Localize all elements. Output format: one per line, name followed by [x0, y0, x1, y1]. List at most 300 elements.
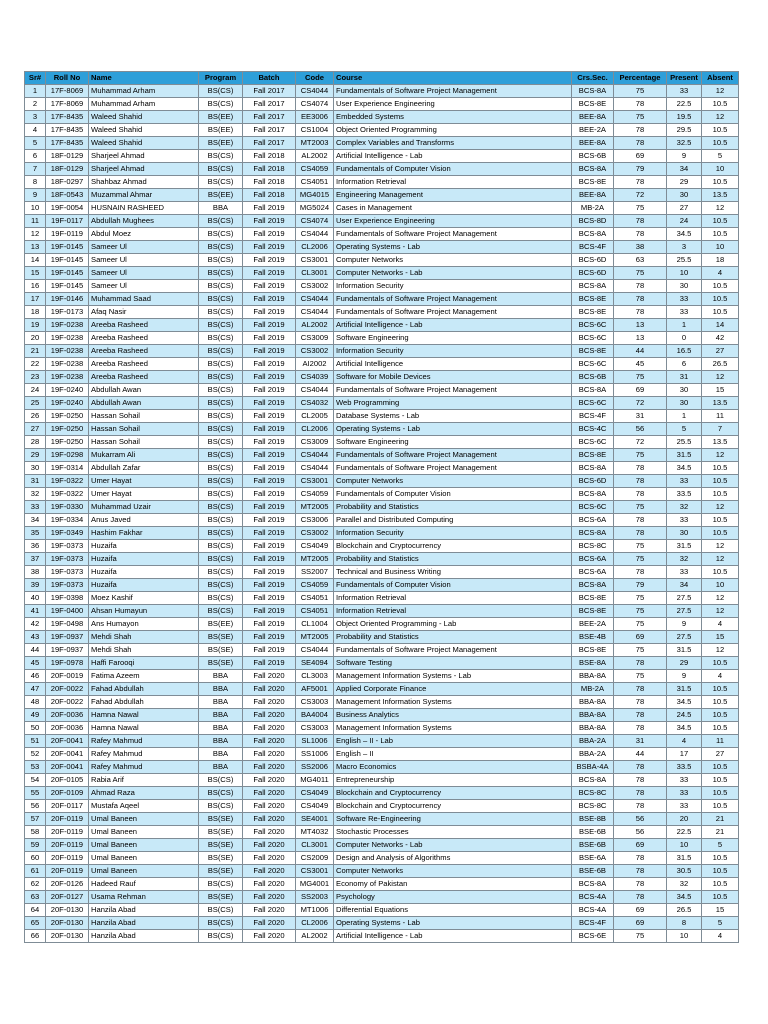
cell-crs-sec[interactable]: BEE-2A	[572, 124, 614, 137]
cell-program[interactable]: BS(CS)	[199, 293, 243, 306]
cell-percentage[interactable]: 75	[614, 644, 667, 657]
cell-batch[interactable]: Fall 2019	[243, 371, 296, 384]
cell-present[interactable]: 1	[667, 410, 702, 423]
cell-crs-sec[interactable]: BCS-6B	[572, 371, 614, 384]
cell-program[interactable]: BBA	[199, 683, 243, 696]
cell-program[interactable]: BS(SE)	[199, 852, 243, 865]
cell-batch[interactable]: Fall 2019	[243, 657, 296, 670]
cell-roll-no[interactable]: 19F-0238	[46, 345, 89, 358]
cell-crs-sec[interactable]: BBA-8A	[572, 670, 614, 683]
cell-present[interactable]: 29	[667, 657, 702, 670]
cell-code[interactable]: CS4049	[296, 787, 334, 800]
cell-present[interactable]: 26.5	[667, 904, 702, 917]
cell-absent[interactable]: 10.5	[702, 475, 739, 488]
cell-present[interactable]: 30	[667, 189, 702, 202]
cell-roll-no[interactable]: 19F-0373	[46, 540, 89, 553]
cell-sr[interactable]: 50	[25, 722, 46, 735]
cell-program[interactable]: BS(CS)	[199, 85, 243, 98]
cell-name[interactable]: Hassan Sohail	[89, 410, 199, 423]
cell-roll-no[interactable]: 20F-0119	[46, 813, 89, 826]
cell-present[interactable]: 27.5	[667, 631, 702, 644]
cell-code[interactable]: CS3009	[296, 436, 334, 449]
cell-present[interactable]: 33	[667, 800, 702, 813]
cell-code[interactable]: CS4044	[296, 228, 334, 241]
cell-code[interactable]: CS4049	[296, 800, 334, 813]
cell-code[interactable]: SE4094	[296, 657, 334, 670]
cell-roll-no[interactable]: 20F-0022	[46, 696, 89, 709]
cell-code[interactable]: CS4074	[296, 98, 334, 111]
cell-percentage[interactable]: 78	[614, 852, 667, 865]
cell-program[interactable]: BS(CS)	[199, 774, 243, 787]
cell-batch[interactable]: Fall 2017	[243, 98, 296, 111]
cell-crs-sec[interactable]: BCS-6B	[572, 150, 614, 163]
cell-program[interactable]: BS(CS)	[199, 176, 243, 189]
cell-batch[interactable]: Fall 2019	[243, 566, 296, 579]
cell-program[interactable]: BS(CS)	[199, 501, 243, 514]
col-header-present[interactable]: Present	[667, 72, 702, 85]
cell-percentage[interactable]: 78	[614, 306, 667, 319]
cell-absent[interactable]: 10.5	[702, 527, 739, 540]
cell-code[interactable]: CS4039	[296, 371, 334, 384]
cell-code[interactable]: CS4044	[296, 644, 334, 657]
cell-course[interactable]: Operating Systems - Lab	[334, 917, 572, 930]
cell-sr[interactable]: 39	[25, 579, 46, 592]
cell-batch[interactable]: Fall 2019	[243, 514, 296, 527]
cell-percentage[interactable]: 75	[614, 592, 667, 605]
cell-code[interactable]: MT2005	[296, 631, 334, 644]
cell-name[interactable]: Sameer Ul	[89, 254, 199, 267]
cell-crs-sec[interactable]: BCS-8E	[572, 293, 614, 306]
cell-present[interactable]: 29.5	[667, 124, 702, 137]
cell-course[interactable]: Differential Equations	[334, 904, 572, 917]
cell-course[interactable]: Fundamentals of Software Project Management	[334, 293, 572, 306]
cell-name[interactable]: Sameer Ul	[89, 267, 199, 280]
cell-program[interactable]: BS(CS)	[199, 423, 243, 436]
cell-name[interactable]: Umer Hayat	[89, 475, 199, 488]
cell-batch[interactable]: Fall 2019	[243, 488, 296, 501]
cell-name[interactable]: Hashim Fakhar	[89, 527, 199, 540]
cell-sr[interactable]: 55	[25, 787, 46, 800]
cell-batch[interactable]: Fall 2020	[243, 878, 296, 891]
cell-course[interactable]: Blockchain and Cryptocurrency	[334, 800, 572, 813]
cell-sr[interactable]: 26	[25, 410, 46, 423]
cell-sr[interactable]: 54	[25, 774, 46, 787]
cell-program[interactable]: BS(CS)	[199, 150, 243, 163]
cell-roll-no[interactable]: 19F-0117	[46, 215, 89, 228]
cell-course[interactable]: Software for Mobile Devices	[334, 371, 572, 384]
cell-percentage[interactable]: 78	[614, 696, 667, 709]
cell-roll-no[interactable]: 19F-0298	[46, 449, 89, 462]
cell-percentage[interactable]: 44	[614, 748, 667, 761]
cell-code[interactable]: MT2005	[296, 501, 334, 514]
cell-absent[interactable]: 13.5	[702, 436, 739, 449]
cell-name[interactable]: Ans Humayon	[89, 618, 199, 631]
cell-percentage[interactable]: 78	[614, 527, 667, 540]
cell-present[interactable]: 4	[667, 735, 702, 748]
cell-course[interactable]: Artificial Intelligence - Lab	[334, 150, 572, 163]
cell-batch[interactable]: Fall 2019	[243, 579, 296, 592]
cell-present[interactable]: 9	[667, 618, 702, 631]
cell-code[interactable]: CS4049	[296, 540, 334, 553]
cell-course[interactable]: Computer Networks	[334, 865, 572, 878]
cell-name[interactable]: Mukarram Ali	[89, 449, 199, 462]
cell-name[interactable]: Shahbaz Ahmad	[89, 176, 199, 189]
cell-program[interactable]: BBA	[199, 722, 243, 735]
cell-course[interactable]: Probability and Statistics	[334, 631, 572, 644]
cell-sr[interactable]: 29	[25, 449, 46, 462]
cell-sr[interactable]: 38	[25, 566, 46, 579]
cell-sr[interactable]: 48	[25, 696, 46, 709]
cell-roll-no[interactable]: 17F-8435	[46, 111, 89, 124]
cell-sr[interactable]: 66	[25, 930, 46, 943]
cell-code[interactable]: SS1006	[296, 748, 334, 761]
cell-batch[interactable]: Fall 2019	[243, 423, 296, 436]
cell-sr[interactable]: 25	[25, 397, 46, 410]
cell-sr[interactable]: 15	[25, 267, 46, 280]
cell-present[interactable]: 9	[667, 670, 702, 683]
cell-code[interactable]: CS3009	[296, 332, 334, 345]
cell-absent[interactable]: 4	[702, 267, 739, 280]
cell-program[interactable]: BS(EE)	[199, 137, 243, 150]
cell-crs-sec[interactable]: BCS-8A	[572, 579, 614, 592]
cell-batch[interactable]: Fall 2020	[243, 930, 296, 943]
cell-course[interactable]: Design and Analysis of Algorithms	[334, 852, 572, 865]
cell-absent[interactable]: 10.5	[702, 514, 739, 527]
cell-batch[interactable]: Fall 2019	[243, 618, 296, 631]
cell-code[interactable]: SE4001	[296, 813, 334, 826]
cell-present[interactable]: 0	[667, 332, 702, 345]
cell-name[interactable]: Umal Baneen	[89, 813, 199, 826]
cell-name[interactable]: Areeba Rasheed	[89, 358, 199, 371]
cell-crs-sec[interactable]: BCS-6D	[572, 254, 614, 267]
cell-batch[interactable]: Fall 2019	[243, 254, 296, 267]
cell-crs-sec[interactable]: BBA-2A	[572, 735, 614, 748]
cell-roll-no[interactable]: 20F-0119	[46, 826, 89, 839]
cell-course[interactable]: Fundamentals of Computer Vision	[334, 488, 572, 501]
cell-percentage[interactable]: 79	[614, 163, 667, 176]
cell-program[interactable]: BS(CS)	[199, 475, 243, 488]
cell-present[interactable]: 33	[667, 85, 702, 98]
cell-sr[interactable]: 52	[25, 748, 46, 761]
cell-sr[interactable]: 33	[25, 501, 46, 514]
cell-sr[interactable]: 6	[25, 150, 46, 163]
cell-sr[interactable]: 12	[25, 228, 46, 241]
cell-roll-no[interactable]: 19F-0054	[46, 202, 89, 215]
cell-crs-sec[interactable]: BCS-8E	[572, 644, 614, 657]
cell-name[interactable]: Fahad Abdullah	[89, 683, 199, 696]
cell-program[interactable]: BS(SE)	[199, 839, 243, 852]
cell-present[interactable]: 30	[667, 280, 702, 293]
cell-roll-no[interactable]: 19F-0322	[46, 488, 89, 501]
cell-crs-sec[interactable]: BCS-8E	[572, 98, 614, 111]
cell-code[interactable]: CL2006	[296, 917, 334, 930]
cell-sr[interactable]: 62	[25, 878, 46, 891]
cell-roll-no[interactable]: 19F-0373	[46, 553, 89, 566]
cell-code[interactable]: CS4059	[296, 579, 334, 592]
cell-present[interactable]: 22.5	[667, 98, 702, 111]
cell-code[interactable]: CS4044	[296, 449, 334, 462]
cell-name[interactable]: Hassan Sohail	[89, 436, 199, 449]
cell-code[interactable]: CL2006	[296, 241, 334, 254]
cell-roll-no[interactable]: 19F-0238	[46, 371, 89, 384]
cell-present[interactable]: 10	[667, 267, 702, 280]
cell-roll-no[interactable]: 19F-0240	[46, 397, 89, 410]
cell-sr[interactable]: 4	[25, 124, 46, 137]
cell-present[interactable]: 31.5	[667, 683, 702, 696]
cell-sr[interactable]: 44	[25, 644, 46, 657]
cell-present[interactable]: 31.5	[667, 644, 702, 657]
cell-percentage[interactable]: 69	[614, 904, 667, 917]
cell-absent[interactable]: 10.5	[702, 865, 739, 878]
cell-roll-no[interactable]: 19F-0373	[46, 579, 89, 592]
cell-sr[interactable]: 40	[25, 592, 46, 605]
cell-batch[interactable]: Fall 2019	[243, 527, 296, 540]
cell-percentage[interactable]: 78	[614, 800, 667, 813]
cell-sr[interactable]: 18	[25, 306, 46, 319]
cell-course[interactable]: Artificial Intelligence	[334, 358, 572, 371]
cell-absent[interactable]: 10.5	[702, 124, 739, 137]
cell-crs-sec[interactable]: BCS-6C	[572, 319, 614, 332]
cell-sr[interactable]: 53	[25, 761, 46, 774]
cell-crs-sec[interactable]: BCS-8C	[572, 800, 614, 813]
cell-batch[interactable]: Fall 2020	[243, 800, 296, 813]
cell-program[interactable]: BBA	[199, 709, 243, 722]
cell-name[interactable]: Fahad Abdullah	[89, 696, 199, 709]
cell-absent[interactable]: 5	[702, 150, 739, 163]
cell-program[interactable]: BS(CS)	[199, 358, 243, 371]
cell-batch[interactable]: Fall 2019	[243, 605, 296, 618]
cell-name[interactable]: Hamna Nawal	[89, 709, 199, 722]
cell-percentage[interactable]: 78	[614, 488, 667, 501]
cell-crs-sec[interactable]: BSE-6A	[572, 852, 614, 865]
cell-roll-no[interactable]: 20F-0130	[46, 917, 89, 930]
col-header-sr[interactable]: Sr#	[25, 72, 46, 85]
cell-percentage[interactable]: 75	[614, 202, 667, 215]
cell-program[interactable]: BS(CS)	[199, 215, 243, 228]
cell-code[interactable]: CS4032	[296, 397, 334, 410]
cell-sr[interactable]: 13	[25, 241, 46, 254]
cell-batch[interactable]: Fall 2020	[243, 761, 296, 774]
cell-name[interactable]: Rabia Arif	[89, 774, 199, 787]
cell-absent[interactable]: 10.5	[702, 306, 739, 319]
cell-percentage[interactable]: 79	[614, 579, 667, 592]
cell-absent[interactable]: 10.5	[702, 683, 739, 696]
cell-roll-no[interactable]: 19F-0250	[46, 410, 89, 423]
cell-absent[interactable]: 21	[702, 826, 739, 839]
cell-absent[interactable]: 12	[702, 605, 739, 618]
cell-percentage[interactable]: 78	[614, 566, 667, 579]
cell-present[interactable]: 31.5	[667, 449, 702, 462]
cell-crs-sec[interactable]: BCS-8D	[572, 215, 614, 228]
cell-sr[interactable]: 41	[25, 605, 46, 618]
cell-percentage[interactable]: 69	[614, 150, 667, 163]
cell-present[interactable]: 27.5	[667, 605, 702, 618]
cell-absent[interactable]: 12	[702, 592, 739, 605]
cell-absent[interactable]: 4	[702, 930, 739, 943]
cell-roll-no[interactable]: 17F-8435	[46, 124, 89, 137]
cell-batch[interactable]: Fall 2019	[243, 540, 296, 553]
cell-course[interactable]: Fundamentals of Software Project Management	[334, 644, 572, 657]
cell-name[interactable]: Waleed Shahid	[89, 137, 199, 150]
cell-name[interactable]: Umal Baneen	[89, 852, 199, 865]
cell-course[interactable]: Fundamentals of Software Project Management	[334, 449, 572, 462]
cell-program[interactable]: BS(CS)	[199, 410, 243, 423]
cell-present[interactable]: 30.5	[667, 865, 702, 878]
cell-sr[interactable]: 3	[25, 111, 46, 124]
cell-percentage[interactable]: 78	[614, 709, 667, 722]
cell-present[interactable]: 34.5	[667, 462, 702, 475]
cell-roll-no[interactable]: 20F-0130	[46, 930, 89, 943]
cell-batch[interactable]: Fall 2019	[243, 449, 296, 462]
cell-batch[interactable]: Fall 2019	[243, 631, 296, 644]
cell-crs-sec[interactable]: BCS-8A	[572, 774, 614, 787]
cell-percentage[interactable]: 75	[614, 618, 667, 631]
cell-percentage[interactable]: 56	[614, 826, 667, 839]
cell-course[interactable]: Database Systems - Lab	[334, 410, 572, 423]
cell-roll-no[interactable]: 18F-0129	[46, 163, 89, 176]
cell-code[interactable]: MG4001	[296, 878, 334, 891]
cell-percentage[interactable]: 78	[614, 293, 667, 306]
cell-percentage[interactable]: 78	[614, 774, 667, 787]
cell-percentage[interactable]: 69	[614, 384, 667, 397]
cell-program[interactable]: BS(CS)	[199, 280, 243, 293]
cell-roll-no[interactable]: 19F-0937	[46, 644, 89, 657]
cell-crs-sec[interactable]: BBA-8A	[572, 696, 614, 709]
cell-present[interactable]: 27	[667, 202, 702, 215]
cell-name[interactable]: Waleed Shahid	[89, 124, 199, 137]
cell-batch[interactable]: Fall 2018	[243, 150, 296, 163]
cell-crs-sec[interactable]: BCS-8A	[572, 163, 614, 176]
cell-batch[interactable]: Fall 2020	[243, 774, 296, 787]
cell-course[interactable]: Blockchain and Cryptocurrency	[334, 540, 572, 553]
cell-absent[interactable]: 10	[702, 163, 739, 176]
cell-sr[interactable]: 49	[25, 709, 46, 722]
cell-sr[interactable]: 17	[25, 293, 46, 306]
cell-batch[interactable]: Fall 2020	[243, 709, 296, 722]
cell-crs-sec[interactable]: BCS-4F	[572, 410, 614, 423]
cell-code[interactable]: CS3001	[296, 254, 334, 267]
cell-name[interactable]: Abdullah Zafar	[89, 462, 199, 475]
cell-program[interactable]: BS(CS)	[199, 579, 243, 592]
cell-absent[interactable]: 13.5	[702, 397, 739, 410]
cell-code[interactable]: MG5024	[296, 202, 334, 215]
cell-crs-sec[interactable]: BCS-8E	[572, 345, 614, 358]
cell-course[interactable]: Object Oriented Programming	[334, 124, 572, 137]
cell-course[interactable]: Software Engineering	[334, 436, 572, 449]
cell-crs-sec[interactable]: BEE-8A	[572, 189, 614, 202]
cell-crs-sec[interactable]: BEE-8A	[572, 111, 614, 124]
cell-absent[interactable]: 10.5	[702, 852, 739, 865]
cell-sr[interactable]: 11	[25, 215, 46, 228]
cell-percentage[interactable]: 75	[614, 267, 667, 280]
cell-batch[interactable]: Fall 2019	[243, 267, 296, 280]
cell-absent[interactable]: 42	[702, 332, 739, 345]
cell-absent[interactable]: 10.5	[702, 228, 739, 241]
cell-course[interactable]: Applied Corporate Finance	[334, 683, 572, 696]
cell-absent[interactable]: 15	[702, 904, 739, 917]
cell-code[interactable]: MG4011	[296, 774, 334, 787]
cell-roll-no[interactable]: 18F-0543	[46, 189, 89, 202]
cell-absent[interactable]: 10.5	[702, 891, 739, 904]
cell-present[interactable]: 10	[667, 930, 702, 943]
cell-roll-no[interactable]: 19F-0978	[46, 657, 89, 670]
cell-crs-sec[interactable]: BCS-8A	[572, 488, 614, 501]
cell-name[interactable]: Rafey Mahmud	[89, 748, 199, 761]
cell-sr[interactable]: 47	[25, 683, 46, 696]
cell-crs-sec[interactable]: BCS-4A	[572, 904, 614, 917]
cell-sr[interactable]: 34	[25, 514, 46, 527]
cell-sr[interactable]: 46	[25, 670, 46, 683]
cell-absent[interactable]: 15	[702, 384, 739, 397]
cell-absent[interactable]: 10	[702, 579, 739, 592]
cell-present[interactable]: 32.5	[667, 137, 702, 150]
cell-course[interactable]: Software Re-Engineering	[334, 813, 572, 826]
cell-roll-no[interactable]: 20F-0119	[46, 839, 89, 852]
cell-absent[interactable]: 4	[702, 618, 739, 631]
cell-code[interactable]: CS4051	[296, 605, 334, 618]
cell-percentage[interactable]: 75	[614, 85, 667, 98]
cell-crs-sec[interactable]: BSE-8A	[572, 657, 614, 670]
cell-roll-no[interactable]: 19F-0145	[46, 241, 89, 254]
cell-code[interactable]: CL3001	[296, 267, 334, 280]
cell-name[interactable]: Ahsan Humayun	[89, 605, 199, 618]
cell-course[interactable]: Macro Economics	[334, 761, 572, 774]
cell-present[interactable]: 33	[667, 475, 702, 488]
cell-crs-sec[interactable]: BCS-6A	[572, 514, 614, 527]
cell-batch[interactable]: Fall 2019	[243, 202, 296, 215]
cell-roll-no[interactable]: 19F-0250	[46, 436, 89, 449]
cell-crs-sec[interactable]: BCS-6D	[572, 475, 614, 488]
cell-sr[interactable]: 37	[25, 553, 46, 566]
cell-absent[interactable]: 10.5	[702, 878, 739, 891]
cell-percentage[interactable]: 75	[614, 930, 667, 943]
cell-code[interactable]: CL2005	[296, 410, 334, 423]
cell-name[interactable]: Rafey Mahmud	[89, 761, 199, 774]
cell-course[interactable]: Entrepreneurship	[334, 774, 572, 787]
cell-course[interactable]: Artificial Intelligence - Lab	[334, 319, 572, 332]
cell-roll-no[interactable]: 20F-0019	[46, 670, 89, 683]
cell-crs-sec[interactable]: BCS-6C	[572, 436, 614, 449]
cell-program[interactable]: BS(CS)	[199, 319, 243, 332]
cell-sr[interactable]: 42	[25, 618, 46, 631]
cell-name[interactable]: Sameer Ul	[89, 241, 199, 254]
cell-program[interactable]: BBA	[199, 696, 243, 709]
cell-roll-no[interactable]: 19F-0373	[46, 566, 89, 579]
cell-present[interactable]: 34.5	[667, 722, 702, 735]
cell-roll-no[interactable]: 19F-0400	[46, 605, 89, 618]
cell-code[interactable]: CL1004	[296, 618, 334, 631]
cell-program[interactable]: BS(CS)	[199, 462, 243, 475]
cell-name[interactable]: Huzaifa	[89, 579, 199, 592]
cell-sr[interactable]: 61	[25, 865, 46, 878]
cell-name[interactable]: Fatima Azeem	[89, 670, 199, 683]
cell-batch[interactable]: Fall 2019	[243, 228, 296, 241]
cell-program[interactable]: BS(EE)	[199, 189, 243, 202]
cell-sr[interactable]: 57	[25, 813, 46, 826]
cell-percentage[interactable]: 78	[614, 280, 667, 293]
cell-percentage[interactable]: 78	[614, 462, 667, 475]
cell-program[interactable]: BBA	[199, 735, 243, 748]
cell-code[interactable]: CS4059	[296, 163, 334, 176]
col-header-batch[interactable]: Batch	[243, 72, 296, 85]
cell-percentage[interactable]: 78	[614, 878, 667, 891]
cell-code[interactable]: CS4074	[296, 215, 334, 228]
cell-sr[interactable]: 24	[25, 384, 46, 397]
cell-present[interactable]: 31	[667, 371, 702, 384]
cell-code[interactable]: CS2009	[296, 852, 334, 865]
cell-roll-no[interactable]: 20F-0109	[46, 787, 89, 800]
cell-present[interactable]: 9	[667, 150, 702, 163]
